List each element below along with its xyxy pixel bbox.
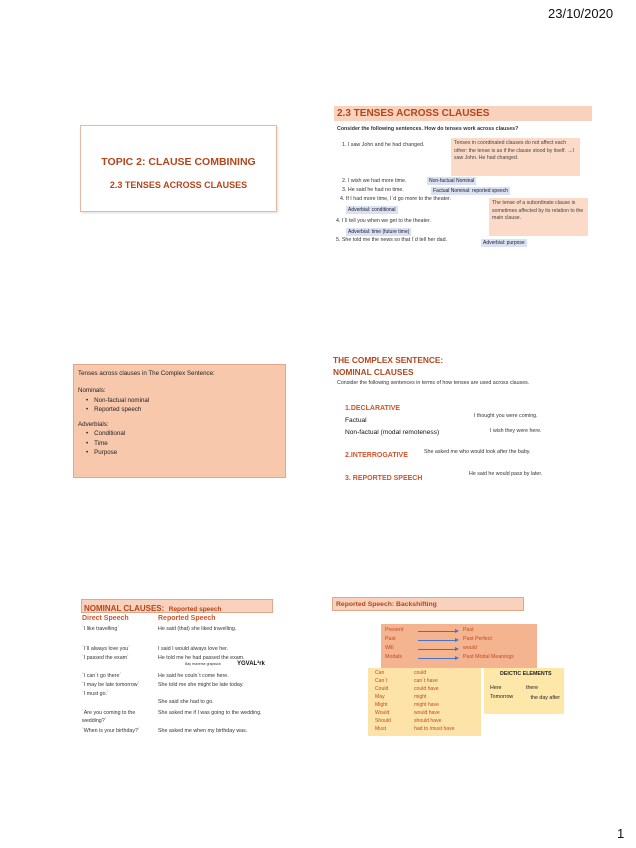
reported-2: I said I would always love her. — [158, 646, 229, 652]
list-item: • Non-factual nominal — [86, 396, 281, 405]
slide-title-box — [80, 125, 277, 212]
sentence-1: 1. I saw John and he had changed. — [342, 142, 425, 148]
tag-factual: Factual Nominal: reported speech — [433, 188, 509, 194]
tense-left-4: Modals — [385, 654, 403, 660]
modal-right-3: could have — [414, 686, 439, 692]
nominals-label: Nominals: — [78, 387, 106, 395]
complex-sentence-summary — [73, 364, 286, 478]
tense-left-2: Past — [385, 636, 396, 642]
reported-4: He said he couln´t come here. — [158, 673, 229, 679]
deictic-1-from: Here — [490, 685, 502, 691]
topic-title: TOPIC 2: CLAUSE COMBINING — [101, 156, 256, 168]
direct-3: `I passed the exam´ — [82, 655, 129, 661]
modal-left-8: Must — [375, 726, 387, 732]
list-item: • Time — [86, 439, 281, 448]
sentence-3: 3. He said he had no time. — [342, 187, 404, 193]
reported-8: She asked me when my birthday was. — [158, 728, 248, 734]
sentence-4b: 4. I´ll tell you when we get to the theater. — [336, 218, 431, 224]
direct-1: `I like travelling´ — [82, 626, 120, 632]
adverbials-list — [78, 429, 281, 457]
sentence-2: 2. I wish we had more time. — [342, 178, 407, 184]
nominals-list — [78, 396, 281, 415]
section-reported-speech: 3. REPORTED SPEECH — [345, 475, 423, 482]
direct-4: `I can´t go there´ — [82, 673, 122, 679]
list-item: • Conditional — [86, 429, 281, 438]
tag-non-factual: Non-factual Nominal — [429, 178, 475, 184]
example-3: She asked me who would look after the baby. — [424, 449, 531, 455]
reported-1: He said (that) she liked travelling. — [158, 626, 237, 632]
tag-time: Adverbial: time (future time) — [348, 229, 410, 235]
deictic-1-to: there — [526, 685, 539, 691]
tag-purpose: Adverbial: purpose — [483, 240, 525, 246]
modal-right-4: might — [414, 694, 427, 700]
arrow-right-icon — [418, 658, 456, 659]
direct-8: `When is your birthday?´ — [82, 728, 140, 734]
tense-right-3: would — [463, 645, 477, 651]
deictic-2-to: the day after — [530, 695, 560, 701]
note-coordinated: Tenses in coordinated clauses do not affect each other: the tense is as if the clause stood by itself. →I saw John. He had changed. — [451, 138, 580, 176]
direct-speech-header: Direct Speech — [82, 615, 129, 622]
tenses-heading: 2.3 TENSES ACROSS CLAUSES — [334, 106, 592, 121]
section-interrogative: 2.INTERROGATIVE — [345, 452, 408, 459]
modal-right-2: can´t have — [414, 678, 438, 684]
modal-right-6: would have — [414, 710, 440, 716]
tenses-question: Consider the following sentences. How do tenses work across clauses? — [337, 126, 519, 132]
sentence-5: 5. She told me the news so that I´d tell her dad. — [336, 237, 448, 243]
sentence-4: 4. If I had more time, I´d go more to the theater. — [340, 196, 451, 202]
label-factual: Factual — [345, 417, 367, 424]
title-line-1: THE COMPLEX SENTENCE: — [333, 355, 444, 365]
tense-left-1: Present — [385, 627, 404, 633]
modal-right-5: might have — [414, 702, 439, 708]
handwritten-note: Bay reaverse grapsscb — [185, 662, 221, 666]
modal-left-6: Would — [375, 710, 390, 716]
reported-speech-header: Reported Speech — [158, 615, 216, 622]
example-1: I thought you were coming. — [474, 413, 538, 419]
backshifting-heading: Reported Speech: Backshifting — [332, 597, 524, 611]
summary-title: Tenses across clauses in The Complex Sentence: — [78, 370, 215, 377]
heading-main: NOMINAL CLAUSES: — [84, 604, 165, 613]
modal-left-3: Could — [375, 686, 389, 692]
title-line-2: NOMINAL CLAUSES — [333, 367, 414, 378]
arrow-right-icon — [418, 631, 456, 632]
direct-2: `I´ll always love you´ — [82, 646, 130, 652]
modal-left-5: Might — [375, 702, 388, 708]
deictic-title: DEICTIC ELEMENTS — [500, 671, 552, 677]
direct-6: `I must go.´ — [82, 691, 109, 697]
modal-left-7: Should — [375, 718, 391, 724]
handwritten-mark: YGVAL²rk — [237, 661, 265, 667]
arrow-right-icon — [418, 640, 456, 641]
arrow-right-icon — [418, 649, 456, 650]
tense-right-4: Past Modal Meanings — [463, 654, 514, 660]
topic-subtitle: 2.3 TENSES ACROSS CLAUSES — [109, 180, 248, 190]
modal-left-2: Can´t — [375, 678, 388, 684]
heading-sub: Reported speech — [168, 606, 222, 613]
modal-left-4: May — [375, 694, 385, 700]
tense-right-1: Past — [463, 627, 474, 633]
date: 23/10/2020 — [548, 6, 614, 21]
reported-3: He told me he had passed the exam. — [158, 655, 245, 661]
example-4: He said he would pass by later. — [469, 471, 543, 477]
complex-sentence-title — [333, 354, 443, 378]
nominal-intro: Consider the following sentences in terms of how tenses are used across clauses. — [337, 380, 530, 386]
direct-7: `Are you coming to the wedding?´ — [82, 710, 136, 725]
list-item: • Reported speech — [86, 405, 281, 414]
reported-6: She said she had to go. — [158, 699, 214, 705]
reported-speech-heading — [81, 599, 273, 613]
tense-right-2: Past Perfect — [463, 636, 492, 642]
tense-shift-box — [381, 624, 537, 668]
reported-5: She told me she might be late today. — [158, 682, 244, 688]
example-2: I wish they were here. — [490, 428, 542, 434]
tag-conditional: Adverbial: conditional — [348, 207, 396, 213]
note-subordinate: The tense of a subordinate clause is sometimes affected by its relation to the main clause. — [489, 198, 588, 236]
modal-right-1: could — [414, 670, 427, 676]
direct-5: `I may be late tomorrow´ — [82, 682, 140, 688]
tense-left-3: Will — [385, 645, 394, 651]
adverbials-label: Adverbials: — [78, 421, 109, 429]
modal-right-7: should have — [414, 718, 442, 724]
deictic-2-from: Tomorrow — [490, 694, 514, 700]
modal-right-8: had to /must have — [414, 726, 455, 732]
section-declarative: 1.DECLARATIVE — [345, 405, 401, 412]
list-item: • Purpose — [86, 448, 281, 457]
page-number: 1 — [617, 826, 625, 841]
label-non-factual: Non-factual (modal remoteness) — [345, 429, 440, 436]
modal-left-1: Can — [375, 670, 385, 676]
reported-7: She asked me if I was going to the wedding. — [158, 710, 262, 716]
